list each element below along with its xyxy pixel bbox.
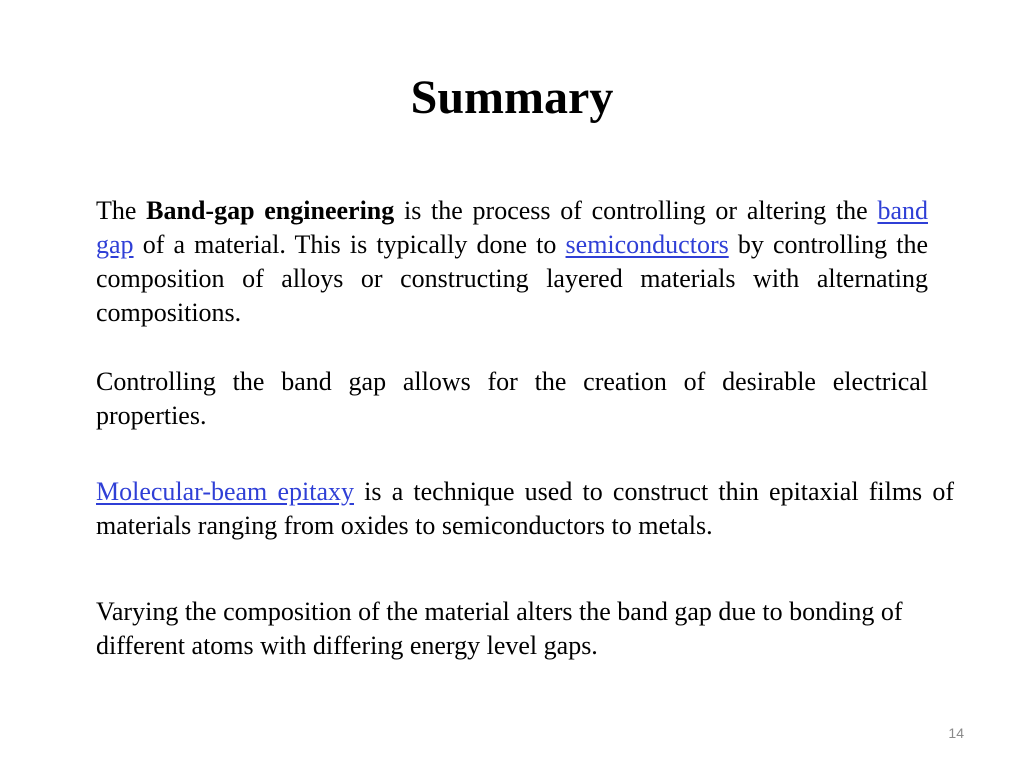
paragraph-text: of a material. This is typically done to [133, 230, 566, 259]
paragraph-text: is the process of controlling or altering the [394, 196, 878, 225]
bold-term-band-gap-engineering: Band-gap engineering [146, 196, 395, 225]
slide-title: Summary [410, 71, 614, 124]
page-number: 14 [948, 725, 964, 741]
paragraph-text: by controlling the composition of alloys or constructing layered materials with alternating compositions. [96, 230, 928, 327]
band-gap-link[interactable]: band gap [96, 196, 928, 259]
paragraph-text: is a technique used to construct thin epitaxial films of materials ranging from oxides to semiconductors to metals. [96, 477, 955, 540]
paragraph-controlling-band-gap: Controlling the band gap allows for the creation of desirable electrical properties. [96, 367, 928, 430]
paragraph-band-gap-engineering [96, 194, 928, 330]
paragraph-varying-composition: Varying the composition of the material alters the band gap due to bonding of different atoms with differing energy level gaps. [96, 597, 903, 660]
paragraph-text: The [96, 196, 147, 225]
paragraph-molecular-beam-epitaxy [96, 475, 954, 543]
semiconductors-link[interactable]: semiconductors [565, 230, 729, 259]
molecular-beam-epitaxy-link[interactable]: Molecular-beam epitaxy [96, 477, 354, 506]
